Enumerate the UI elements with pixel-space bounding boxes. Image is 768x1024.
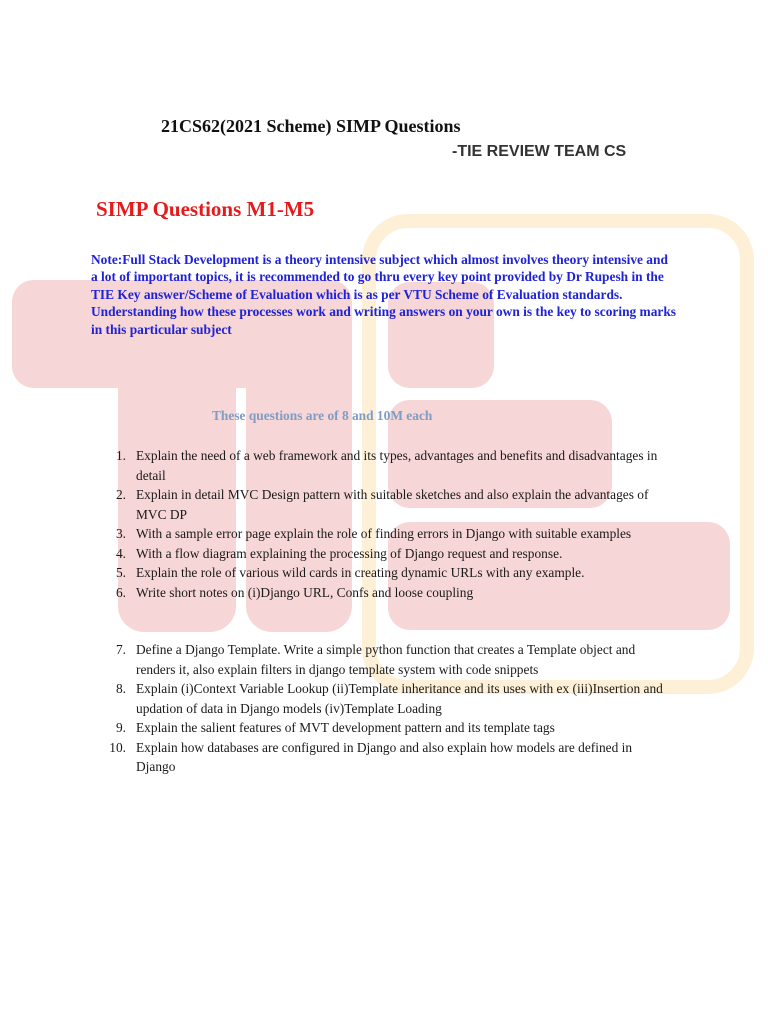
question-text: Define a Django Template. Write a simple python function that creates a Template object and renders it, also explain filters in django template system with code snippets [136, 642, 636, 677]
question-number: 4. [115, 545, 126, 561]
question-list [100, 446, 670, 602]
question-number: 3. [115, 526, 126, 541]
question-number: 2. [115, 487, 126, 502]
question-text: Explain the salient features of MVT development pattern and its template tags [136, 720, 555, 735]
question-number: 8. [115, 681, 126, 696]
question-text: Explain the role of various wild cards in creating dynamic URLs with any example. [136, 565, 585, 580]
question-text: Explain how databases are configured in Django and also explain how models are defined in Django [136, 739, 633, 774]
question-item [100, 718, 670, 738]
question-item [100, 679, 670, 718]
question-item [100, 738, 670, 777]
question-text: With a flow diagram explaining the processing of Django request and response. [136, 545, 563, 561]
question-text: Explain the need of a web framework and its types, advantages and benefits and disadvantages in detail [136, 448, 658, 483]
question-item [100, 524, 670, 544]
section-heading: SIMP Questions M1-M5 [96, 197, 315, 221]
question-text: Write short notes on (i)Django URL, Confs and loose coupling [136, 584, 474, 600]
question-text: With a sample error page explain the role of finding errors in Django with suitable examples [136, 526, 632, 541]
marks-note: These questions are of 8 and 10M each [212, 408, 433, 423]
question-item [100, 640, 670, 679]
question-number: 10. [109, 739, 126, 755]
question-list [100, 640, 670, 777]
document-subtitle: -TIE REVIEW TEAM CS [452, 143, 627, 160]
question-number: 9. [115, 720, 126, 735]
question-item [100, 544, 670, 564]
question-item [100, 446, 670, 485]
question-item [100, 485, 670, 524]
note-block [91, 251, 677, 338]
question-number: 6. [115, 584, 126, 600]
question-number: 1. [115, 448, 126, 463]
note-paragraph: Note:Full Stack Development is a theory intensive subject which almost involves theory intensive and a lot of important topics, it is recommended to go thru every key point provided by Dr Rupesh in the TIE Key answer/Scheme of Evaluation which is as per VTU Scheme of Evaluation standards. [91, 252, 668, 302]
question-text: Explain (i)Context Variable Lookup (ii)Template inheritance and its uses with ex (iii)Insertion and updation of data in Django models (iv)Template Loading [136, 681, 663, 716]
question-number: 7. [115, 642, 126, 657]
question-item [100, 563, 670, 583]
question-number: 5. [115, 565, 126, 580]
question-item [100, 583, 670, 603]
note-paragraph: Understanding how these processes work and writing answers on your own is the key to scoring marks in this particular subject [91, 304, 677, 337]
question-text: Explain in detail MVC Design pattern with suitable sketches and also explain the advantages of MVC DP [136, 487, 649, 522]
document-title: 21CS62(2021 Scheme) SIMP Questions [161, 116, 461, 136]
